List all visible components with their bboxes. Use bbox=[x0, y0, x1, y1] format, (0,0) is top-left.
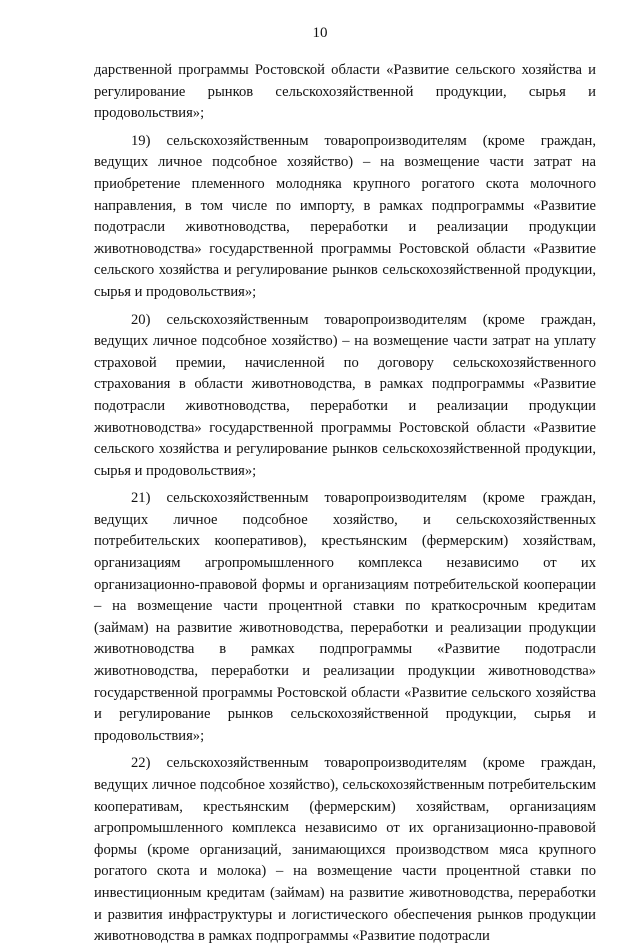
paragraph-continuation: дарственной программы Ростовской области «Развитие сельского хозяйства и регулирование рынков сельскохозяйственной продукции, сырья и продовольствия»; bbox=[94, 62, 596, 122]
paragraph-item-20: 20) сельскохозяйственным товаропроизводителям (кроме граждан, ведущих личное подсобное хозяйство) – на возмещение части затрат на уплату страховой премии, начисленной по договору сельскохозяйственного страхования в области животноводства, в рамках подпрограммы «Развитие подотрасли животноводства, переработки и реализации продукции животноводства» государственной программы Ростовской области «Развитие сельского хозяйства и регулирование рынков сельскохозяйственной продукции, сырья и продовольствия»; bbox=[94, 311, 596, 479]
document-body bbox=[94, 60, 596, 948]
paragraph-item-21: 21) сельскохозяйственным товаропроизводителям (кроме граждан, ведущих личное подсобное хозяйство, и сельскохозяйственных потребительских кооперативов), крестьянским (фермерским) хозяйствам, организациям агропромышленного комплекса независимо от их организационно-правовой формы и организациям потребительской кооперации – на возмещение части процентной ставки по краткосрочным кредитам (займам) на развитие животноводства, переработки и реализации продукции животноводства в рамках подпрограммы «Развитие подотрасли животноводства, переработки и реализации продукции животноводства» государственной программы Ростовской области «Развитие сельского хозяйства и регулирование рынков сельскохозяйственной продукции, сырья и продовольствия»; bbox=[94, 490, 596, 744]
paragraph-item-19: 19) сельскохозяйственным товаропроизводителям (кроме граждан, ведущих личное подсобное хозяйство) – на возмещение части затрат на приобретение племенного молодняка крупного рогатого скота молочного направления, в том числе по импорту, в рамках подпрограммы «Развитие подотрасли животноводства, переработки и реализации продукции животноводства» государственной программы Ростовской области «Развитие сельского хозяйства и регулирование рынков сельскохозяйственной продукции, сырья и продовольствия»; bbox=[94, 132, 596, 300]
paragraph-item-22: 22) сельскохозяйственным товаропроизводителям (кроме граждан, ведущих личное подсобное хозяйство), сельскохозяйственным потребительским кооперативам, крестьянским (фермерским) хозяйствам, организациям агропромышленного комплекса независимо от их организационно-правовой формы (кроме организаций, занимающихся производством мяса крупного рогатого скота и молока) – на возмещение части процентной ставки по инвестиционным кредитам (займам) на развитие животноводства, переработки и развития инфраструктуры и логистического обеспечения рынков продукции животноводства в рамках подпрограммы «Развитие подотрасли bbox=[94, 755, 596, 945]
page-number: 10 bbox=[312, 25, 328, 41]
